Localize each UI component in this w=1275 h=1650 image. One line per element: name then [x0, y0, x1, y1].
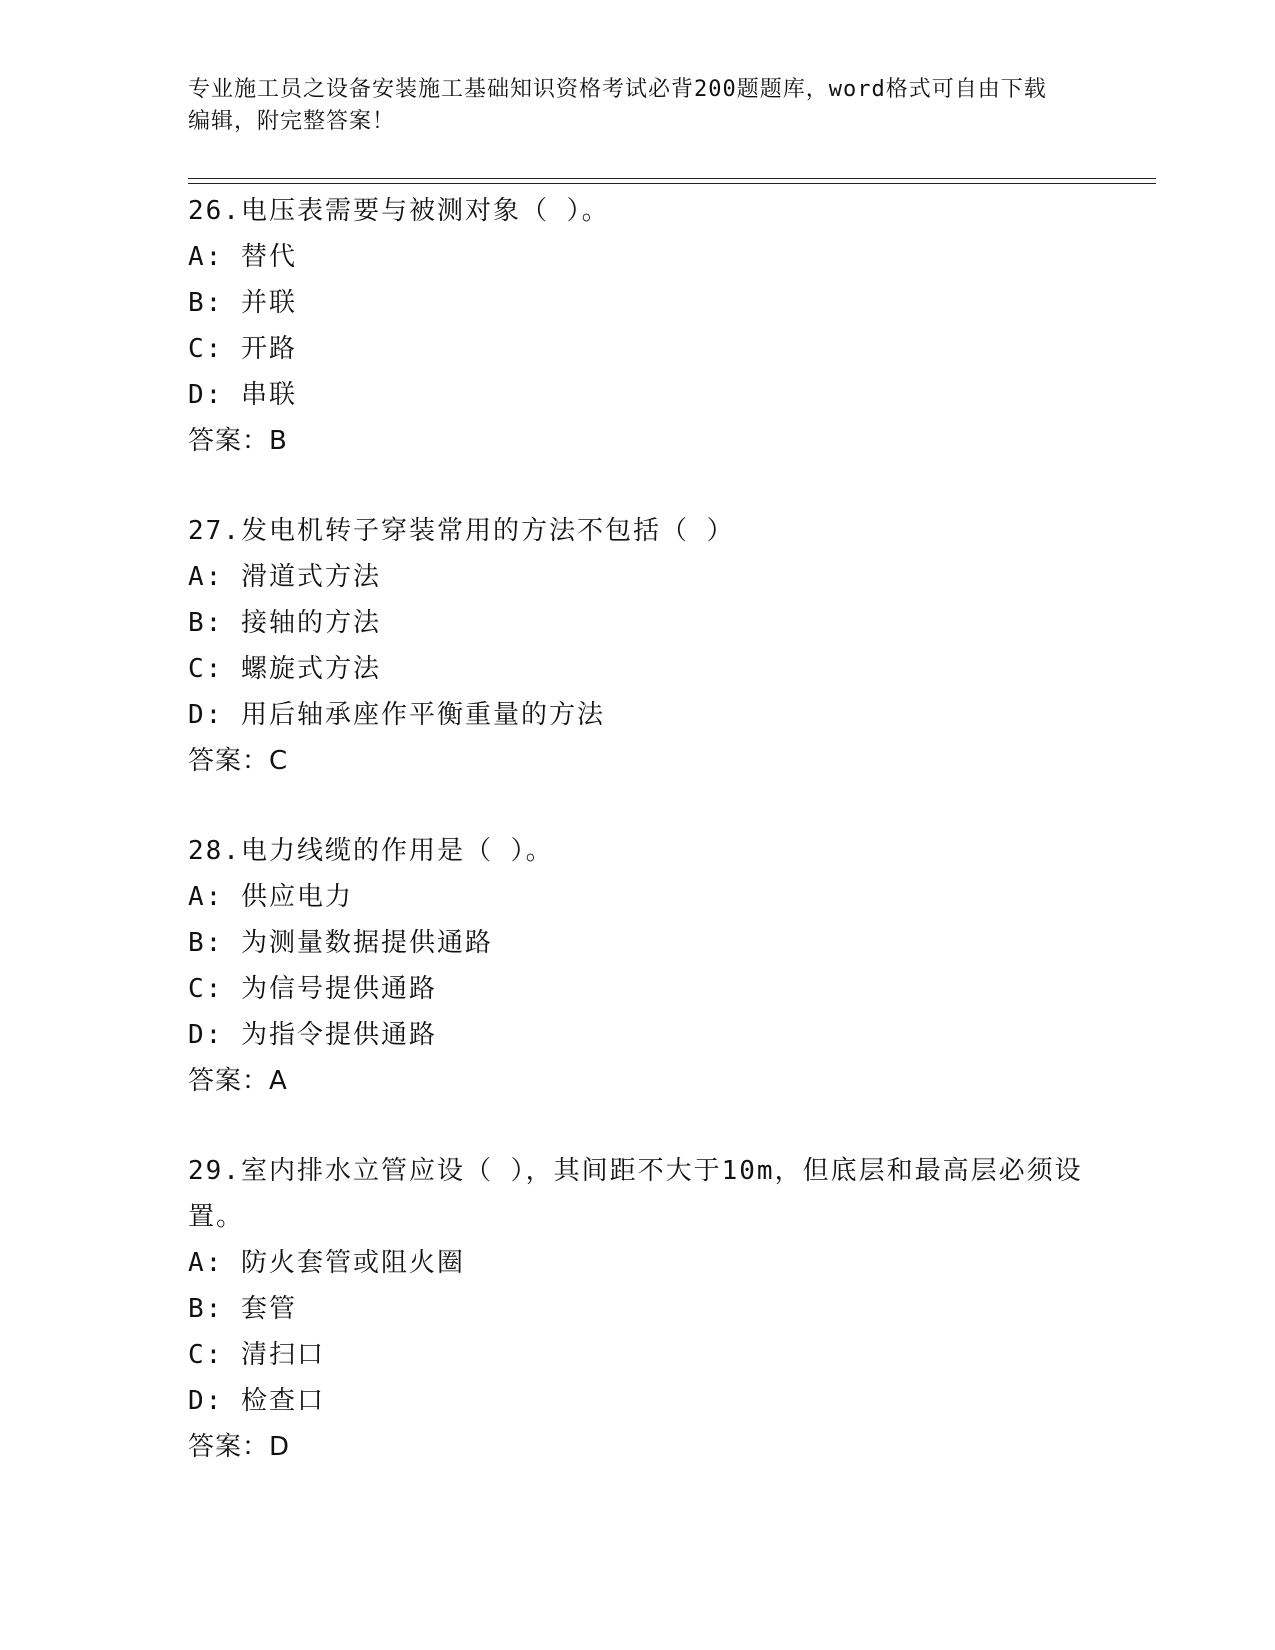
option-c: C: 为信号提供通路: [188, 974, 437, 1004]
option-c: C: 开路: [188, 334, 297, 364]
option-d: D: 检查口: [188, 1386, 325, 1416]
option-c: C: 清扫口: [188, 1340, 325, 1370]
option-a: A: 替代: [188, 242, 297, 272]
question-stem: 29.室内排水立管应设（ ），其间距不大于10m，但底层和最高层必须设置。: [188, 1156, 1083, 1232]
option-a: A: 供应电力: [188, 882, 353, 912]
question-stem: 27.发电机转子穿装常用的方法不包括（ ）: [188, 516, 735, 546]
header-rule-bottom: [188, 183, 1156, 184]
answer: 答案：A: [188, 1066, 288, 1096]
option-b: B: 接轴的方法: [188, 608, 381, 638]
question-27: [188, 508, 1088, 784]
option-d: D: 用后轴承座作平衡重量的方法: [188, 700, 605, 730]
answer: 答案：D: [188, 1432, 291, 1462]
answer: 答案：C: [188, 746, 289, 776]
option-a: A: 防火套管或阻火圈: [188, 1248, 465, 1278]
question-29: [188, 1148, 1088, 1470]
question-26: [188, 188, 1088, 464]
option-d: D: 串联: [188, 380, 297, 410]
option-d: D: 为指令提供通路: [188, 1020, 437, 1050]
option-b: B: 并联: [188, 288, 297, 318]
header-rule-top: [188, 178, 1156, 179]
option-b: B: 为测量数据提供通路: [188, 928, 493, 958]
option-a: A: 滑道式方法: [188, 562, 381, 592]
option-c: C: 螺旋式方法: [188, 654, 381, 684]
option-b: B: 套管: [188, 1294, 297, 1324]
question-stem: 26.电压表需要与被测对象（ ）。: [188, 196, 610, 226]
document-intro: 专业施工员之设备安装施工基础知识资格考试必背200题题库，word格式可自由下载编辑，附完整答案！: [188, 77, 1047, 134]
question-28: [188, 828, 1088, 1104]
answer: 答案：B: [188, 426, 288, 456]
question-stem: 28.电力线缆的作用是（ ）。: [188, 836, 554, 866]
